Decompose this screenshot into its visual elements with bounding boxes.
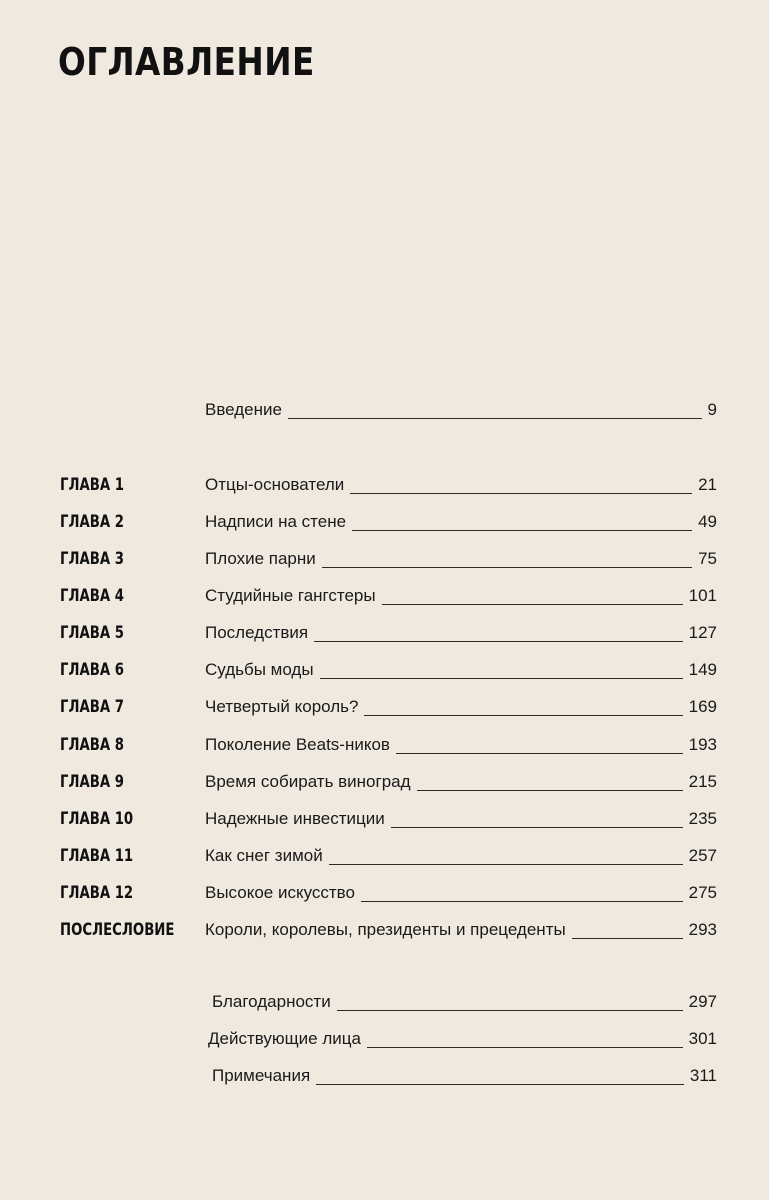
toc-entry — [0, 473, 769, 501]
page-number: 149 — [688, 660, 717, 679]
page-number: 101 — [688, 586, 717, 605]
entry-title: Действующие лица — [208, 1029, 361, 1048]
entry-title: Как снег зимой — [205, 846, 323, 865]
leader-line — [417, 790, 683, 791]
page-number: 49 — [698, 512, 717, 531]
leader-line — [352, 530, 692, 531]
toc-entry — [0, 695, 769, 723]
leader-line — [382, 604, 683, 605]
chapter-label: ГЛАВА 1 — [60, 475, 124, 495]
leader-line — [350, 493, 692, 494]
entry-title: Короли, королевы, президенты и прецеденты — [205, 920, 566, 939]
leader-line — [316, 1084, 684, 1085]
entry-title: Введение — [205, 400, 282, 419]
page-number: 275 — [688, 883, 717, 902]
leader-line — [322, 567, 692, 568]
leader-line — [391, 827, 683, 828]
page-number: 193 — [688, 735, 717, 754]
entry-title: Плохие парни — [205, 549, 316, 568]
entry-title: Надежные инвестиции — [205, 809, 385, 828]
chapter-label: ГЛАВА 6 — [60, 660, 124, 680]
page-number: 9 — [707, 400, 717, 419]
page-number: 75 — [698, 549, 717, 568]
leader-line — [361, 901, 683, 902]
toc-entry — [0, 770, 769, 798]
chapter-label: ГЛАВА 5 — [60, 623, 124, 643]
toc-entry — [0, 510, 769, 538]
page-number: 301 — [688, 1029, 717, 1048]
chapter-label: ГЛАВА 2 — [60, 512, 124, 532]
leader-line — [329, 864, 683, 865]
page-title: ОГЛАВЛЕНИЕ — [58, 40, 315, 84]
page-number: 311 — [689, 1066, 717, 1085]
chapter-label: ГЛАВА 12 — [60, 883, 134, 903]
leader-line — [314, 641, 683, 642]
toc-entry — [0, 881, 769, 909]
chapter-label: ГЛАВА 4 — [60, 586, 124, 606]
entry-title: Высокое искусство — [205, 883, 355, 902]
leader-line — [367, 1047, 683, 1048]
chapter-label: ГЛАВА 8 — [60, 735, 124, 755]
chapter-label: ГЛАВА 7 — [60, 697, 124, 717]
toc-entry — [0, 844, 769, 872]
leader-line — [572, 938, 683, 939]
entry-title: Судьбы моды — [205, 660, 314, 679]
entry-title: Студийные гангстеры — [205, 586, 376, 605]
page-number: 215 — [688, 772, 717, 791]
toc-entry — [0, 658, 769, 686]
leader-line — [364, 715, 683, 716]
entry-title: Четвертый король? — [205, 697, 359, 716]
page-number: 235 — [688, 809, 717, 828]
page-number: 21 — [698, 475, 717, 494]
entry-title: Надписи на стене — [205, 512, 347, 531]
entry-title: Благодарности — [212, 992, 331, 1011]
leader-line — [337, 1010, 683, 1011]
toc-entry — [0, 621, 769, 649]
toc-entry — [0, 918, 769, 946]
page-number: 293 — [688, 920, 717, 939]
entry-title: Последствия — [205, 623, 309, 642]
toc-entry — [0, 1064, 769, 1092]
chapter-label: ПОСЛЕСЛОВИЕ — [60, 920, 175, 940]
entry-title: Время собирать виноград — [205, 772, 411, 791]
leader-line — [396, 753, 683, 754]
leader-line — [320, 678, 683, 679]
chapter-label: ГЛАВА 9 — [60, 772, 124, 792]
chapter-label: ГЛАВА 3 — [60, 549, 124, 569]
toc-entry — [0, 398, 769, 426]
chapter-label: ГЛАВА 10 — [60, 809, 134, 829]
page-number: 297 — [688, 992, 717, 1011]
chapter-label: ГЛАВА 11 — [60, 846, 134, 866]
entry-title: Примечания — [212, 1066, 311, 1085]
toc-entry — [0, 807, 769, 835]
entry-title: Отцы-основатели — [205, 475, 345, 494]
toc-entry — [0, 733, 769, 761]
toc-entry — [0, 990, 769, 1018]
toc-entry — [0, 584, 769, 612]
toc-entry — [0, 1027, 769, 1055]
leader-line — [288, 418, 702, 419]
toc-entry — [0, 547, 769, 575]
page-number: 127 — [688, 623, 717, 642]
page-number: 169 — [688, 697, 717, 716]
page-number: 257 — [688, 846, 717, 865]
entry-title: Поколение Beats-ников — [205, 735, 390, 754]
